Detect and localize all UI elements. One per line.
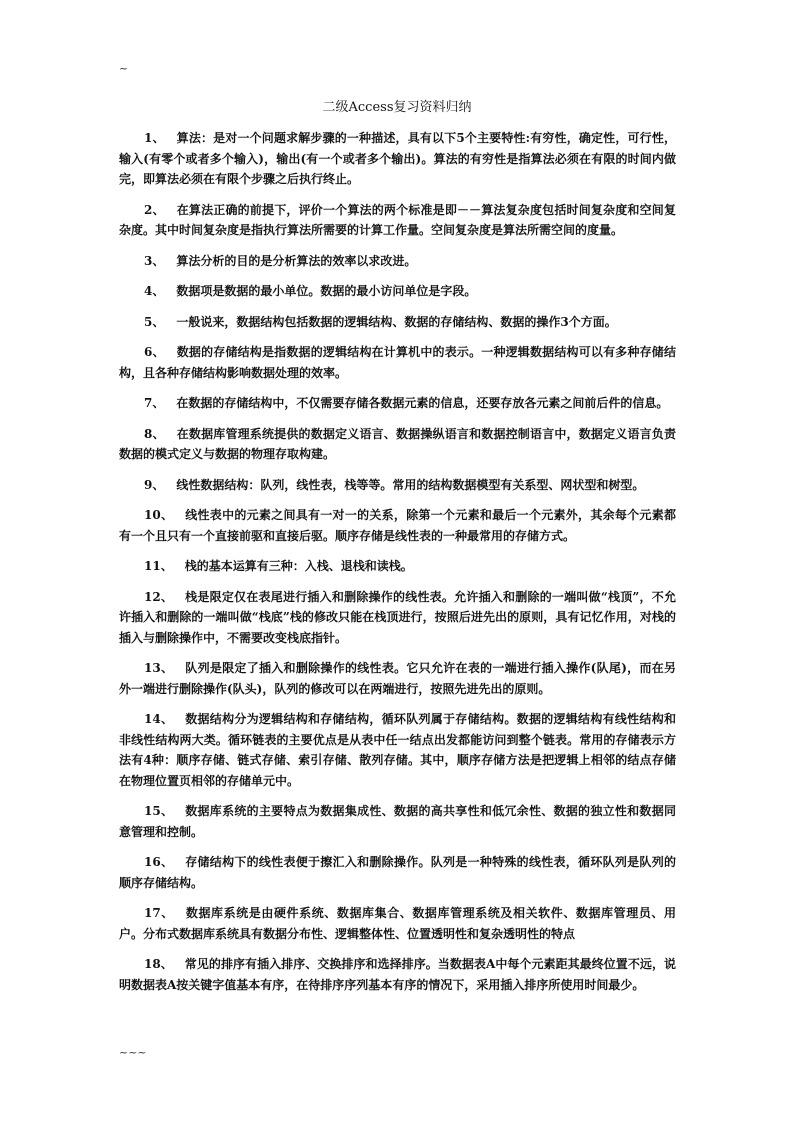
list-item [119, 424, 676, 465]
item-number: 3、 [144, 253, 165, 268]
item-text: 线性数据结构：队列，线性表，栈等等。常用的结构数据模型有关系型、网状型和树型。 [176, 477, 645, 492]
list-item [119, 281, 676, 302]
item-number: 6、 [144, 345, 165, 359]
item-text: 队列是限定了插入和删除操作的线性表。它只允许在表的一端进行插入操作(队尾)，而在另外一端进行删除操作(队头)，队列的修改可以在两端进行，按照先进先出的原则。 [119, 661, 677, 696]
item-number: 14、 [144, 712, 174, 726]
list-item [119, 312, 676, 333]
list-item [119, 954, 676, 995]
list-item [119, 658, 676, 699]
item-text: 算法：是对一个问题求解步骤的一种描述，具有以下5个主要特性:有穷性，确定性，可行性，输入(有零个或者多个输入)，输出(有一个或者多个输出)。算法的有穷性是指算法必须在有限的时间内做完，即算法必须在有限个步骤之后执行终止。 [119, 131, 676, 186]
item-text: 数据的存储结构是指数据的逻辑结构在计算机中的表示。一种逻辑数据结构可以有多种存储结构，且各种存储结构影响数据处理的效率。 [119, 345, 676, 380]
footer-mark: ~~~ [119, 1046, 147, 1059]
list-item [119, 852, 676, 893]
item-text: 数据结构分为逻辑结构和存储结构，循环队列属于存储结构。数据的逻辑结构有线性结构和非线性结构两大类。循环链表的主要优点是从表中任一结点出发都能访问到整个链表。常用的存储表示方法有4种：顺序存储、链式存储、索引存储、散列存储。其中，顺序存储方法是把逻辑上相邻的结点存储在物理位置页相邻的存储单元中。 [119, 712, 676, 788]
item-text: 数据项是数据的最小单位。数据的最小访问单位是字段。 [176, 284, 477, 298]
list-item [119, 709, 676, 791]
item-text: 算法分析的目的是分析算法的效率以求改进。 [176, 253, 417, 268]
list-item [119, 903, 676, 944]
item-number: 10、 [144, 508, 174, 522]
item-text: 常见的排序有插入排序、交换排序和选择排序。当数据表A中每个元素距其最终位置不远，说明数据表A按关键字值基本有序，在待排序序列基本有序的情况下，采用插入排序所使用时间最少。 [119, 957, 676, 992]
item-number: 2、 [144, 202, 165, 217]
list-item [119, 587, 676, 649]
item-number: 8、 [144, 426, 165, 441]
list-item [119, 556, 676, 577]
item-text: 存储结构下的线性表便于擦汇入和删除操作。队列是一种特殊的线性表，循环队列是队列的顺序存储结构。 [119, 855, 676, 890]
item-number: 16、 [144, 855, 174, 869]
item-number: 11、 [144, 559, 173, 573]
item-number: 13、 [144, 661, 174, 675]
content-body [119, 128, 676, 1005]
item-text: 栈是限定仅在表尾进行插入和删除操作的线性表。允许插入和删除的一端叫做“栈顶”，不允许插入和删除的一端叫做“栈底”栈的修改只能在栈顶进行，按照后进先出的原则，具有记忆作用，对栈的插入与删除操作中，不需要改变栈底指针。 [119, 589, 676, 645]
item-number: 5、 [144, 314, 165, 329]
item-number: 9、 [144, 477, 165, 492]
item-text: 线性表中的元素之间具有一对一的关系，除第一个元素和最后一个元素外，其余每个元素都有一个且只有一个直接前驱和直接后驱。顺序存储是线性表的一种最常用的存储方式。 [119, 508, 676, 543]
list-item [119, 251, 676, 272]
page-title: 二级Access复习资料归纳 [322, 100, 472, 115]
item-text: 在数据库管理系统提供的数据定义语言、数据操纵语言和数据控制语言中，数据定义语言负责数据的模式定义与数据的物理存取构建。 [119, 426, 676, 461]
item-number: 4、 [144, 284, 165, 298]
list-item [119, 475, 676, 496]
item-number: 1、 [144, 131, 165, 145]
list-item [119, 801, 676, 842]
item-text: 一般说来，数据结构包括数据的逻辑结构、数据的存储结构、数据的操作3个方面。 [176, 314, 617, 329]
list-item [119, 200, 676, 241]
item-number: 17、 [144, 906, 174, 920]
item-number: 15、 [144, 804, 174, 818]
item-number: 7、 [144, 396, 165, 410]
list-item [119, 128, 676, 190]
item-number: 18、 [144, 957, 173, 971]
item-number: 12、 [144, 589, 174, 604]
list-item [119, 342, 676, 383]
list-item [119, 505, 676, 546]
header-mark: ~ [119, 62, 129, 75]
item-text: 在算法正确的前提下，评价一个算法的两个标准是即－－算法复杂度包括时间复杂度和空间复杂度。其中时间复杂度是指执行算法所需要的计算工作量。空间复杂度是算法所需空间的度量。 [119, 202, 676, 237]
item-text: 数据库系统的主要特点为数据集成性、数据的高共享性和低冗余性、数据的独立性和数据同意管理和控制。 [119, 804, 676, 839]
item-text: 在数据的存储结构中，不仅需要存储各数据元素的信息，还要存放各元素之间前后件的信息。 [176, 396, 669, 410]
item-text: 栈的基本运算有三种：入栈、退栈和读栈。 [184, 559, 413, 573]
list-item [119, 393, 676, 414]
item-text: 数据库系统是由硬件系统、数据库集合、数据库管理系统及相关软件、数据库管理员、用户。分布式数据库系统具有数据分布性、逻辑整体性、位置透明性和复杂透明性的特点 [119, 906, 676, 941]
